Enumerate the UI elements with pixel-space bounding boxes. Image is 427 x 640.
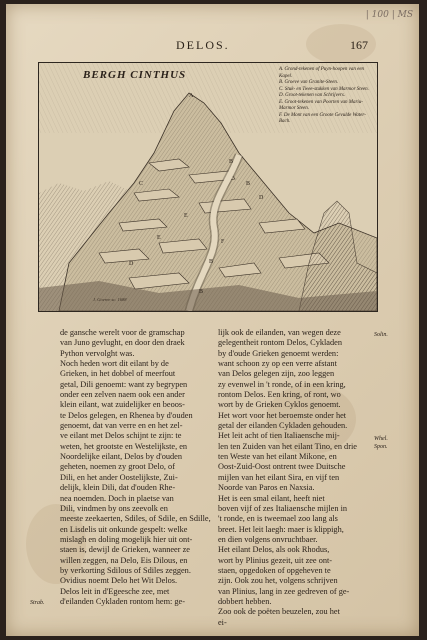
map-letter: F (221, 239, 225, 245)
map-letter: B (209, 259, 214, 265)
map-letter: E (184, 213, 188, 219)
text-line: lijk ook de eilanden, van wegen deze (218, 328, 341, 337)
text-line: boven vijf of zes Italiaensche mijlen in (218, 503, 348, 513)
text-line: en dien volgens onvruchtbaer. (218, 534, 318, 544)
text-line: Het eilant Delos, als ook Rhodus, (218, 545, 330, 555)
map-letter: B (246, 181, 251, 187)
text-column-right (218, 328, 368, 628)
text-line: weten, het grootste en Westelijkste, en (60, 441, 188, 451)
map-letter: D (259, 195, 264, 201)
engraver-signature: J. Goeree sc. 1688 (93, 297, 127, 302)
text-line: onder een zelven naem ook een ander (60, 390, 185, 400)
text-line: Dili, vindmen by ons zeevolk en (60, 503, 168, 513)
text-line: ten Weste van het eilant Mikone, en (218, 452, 337, 462)
text-line: Het leit acht of tien Italiaensche mij- (218, 431, 340, 441)
text-line: van Delos gelegen zijn, zoo leggen (218, 369, 335, 379)
text-line: len ten Zuiden van het eilant Tino, en drie (218, 441, 357, 451)
text-line: Ovidius noemt Delo het Wit Delos. (60, 576, 178, 586)
text-line: gelegentheit rontom Delos, Cykladen (218, 338, 342, 348)
text-line: staen is, dewijl de Grieken, wanneer ze (60, 545, 190, 555)
text-line: getal, Dili genoemt: want zy begrypen (60, 379, 188, 389)
text-line: Het is een smal eilant, heeft niet (218, 493, 325, 503)
text-line: Noorde van Paros en Naxsia. (218, 483, 315, 493)
text-line: Grieken, in het dobbel of meerfout (60, 369, 176, 379)
text-line: meeste zeekaerten, Sdiles, of Sdile, en Sdille, (60, 514, 211, 524)
legend-item: B. Groeve van Granite-Steen. (279, 80, 339, 85)
legend-item: A. Grond-tekenen of Puyn-hoopen van een Kapel. (279, 67, 365, 79)
text-line: wort by Plinius gezeit, uit zee ont- (218, 555, 333, 565)
margin-note: Whel. (374, 436, 388, 442)
text-line: ve eilant met Delos schijnt te zijn: te (60, 431, 182, 441)
text-line: Noch heden wort dit eilant by de (60, 359, 169, 369)
margin-note: Solin. (374, 332, 388, 338)
engraved-plate (38, 62, 378, 312)
legend-item: E. Groot-tekenen van Poorten van Mariu-Marmor Steen. (279, 99, 363, 111)
text-line: want schoon zy op een verre afstant (218, 359, 337, 369)
text-line: van Plinius, lang in zee gedreven of ge- (218, 586, 350, 596)
text-line: ei- (218, 617, 227, 627)
text-line: breet. Het leit laegh: maer is klippigh, (218, 524, 344, 534)
text-line: te Delos gelegen, en Rhenea by d'ouden (60, 410, 193, 420)
text-line: Zoo ook de poëten beuzelen, zou het (218, 607, 340, 617)
text-line: willen zeggen, na Delo, Eis Dilous, en (60, 555, 188, 565)
text-line: Het wort voor het beroemste onder het (218, 410, 347, 420)
map-letter: A (189, 93, 194, 99)
map-letter: D (129, 261, 134, 267)
text-line: de gansche werelt voor de gramschap (60, 328, 185, 337)
text-line: Noordelijke eilant, Delos by d'ouden (60, 452, 183, 462)
text-line: genoemt, dat van verre en en het zel- (60, 421, 183, 431)
text-line: rontom Delos. Een kring, of ront, wo (218, 390, 341, 400)
text-line: Delos leit in d'Egeesche zee, met (60, 586, 170, 596)
map-letter: C (139, 181, 144, 187)
legend-item: F. De Mont van een Groote Gevulde Water-Bach. (279, 112, 366, 124)
legend-item: D. Groot-tekenen van Schrijvers. (279, 93, 346, 98)
legend-item: C. Stuk- en Twee-stukken van Marmor Steen. (279, 86, 369, 92)
text-column-left (60, 328, 210, 607)
text-line: Python vervolght was. (60, 348, 135, 358)
text-line: klein eilant, wat zuidelijker en beoos- (60, 400, 185, 410)
margin-note: Spon. (374, 444, 388, 450)
text-line: by d'oude Grieken genoemt werden: (218, 348, 339, 358)
plate-legend (279, 67, 375, 126)
text-line: 't ronde, en is tweemael zoo lang als (218, 514, 338, 524)
text-line: Oost-Zuid-Oost ontrent twee Duitsche (218, 462, 346, 472)
pencil-note: | 100 | MS (365, 10, 413, 20)
map-letter: E (157, 235, 161, 241)
text-line: staen, opgedoken of opgeheven te (218, 565, 331, 575)
text-line: getal der eilanden Cykladen gehouden. (218, 421, 348, 431)
text-line: by verkorting Sdilous of Sdiles zeggen. (60, 565, 191, 575)
text-line: mijlen van het eilant Sira, en vijf ten (218, 472, 340, 482)
text-line: geheten, noemen zy groot Delo, of (60, 462, 175, 472)
page-number: 167 (350, 38, 368, 52)
plate-title: BERGH CINTHUS (83, 69, 187, 81)
margin-note: Strab. (30, 600, 45, 606)
text-line: en Lisdelis uit onkunde gespelt: welke (60, 524, 188, 534)
map-letter: B (199, 289, 204, 295)
map-letter: B (229, 159, 234, 165)
text-line: zijn. Ook zou het, volgens schrijven (218, 576, 338, 586)
running-title: DELOS. (176, 38, 230, 52)
text-line: delijk, klein Dili, dat d'ouden Rhe- (60, 483, 176, 493)
text-line: d'eilanden Cykladen rontom hem: ge- (60, 596, 185, 606)
text-line: dobbert hebben. (218, 596, 272, 606)
text-line: mislagh en doling mogelijk hier uit ont- (60, 534, 193, 544)
text-line: Dili, en het ander Oostelijkste, Zui- (60, 472, 178, 482)
text-line: wort by de Grieken Cyklos genoemt. (218, 400, 341, 410)
text-line: zy evenwel in 't ronde, of in een kring, (218, 379, 346, 389)
text-line: nea noemden. Doch in plaetse van (60, 493, 174, 503)
text-line: van Juno gevlught, en door den draek (60, 338, 185, 348)
